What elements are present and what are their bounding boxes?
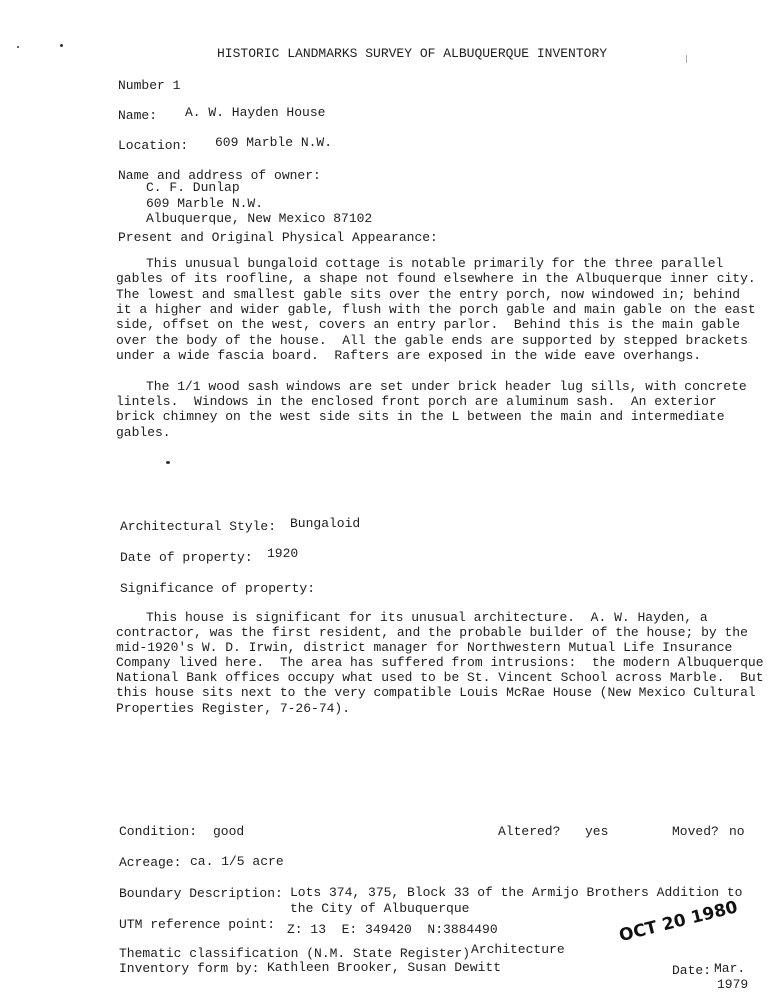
text-line: The 1/1 wood sash windows are set under brick header lug sills, with concrete: [146, 379, 747, 394]
speck: [686, 55, 687, 63]
text-line: This unusual bungaloid cottage is notable primarily for the three parallel: [146, 256, 724, 271]
speck: [166, 461, 170, 464]
form-date-month: Mar.: [714, 961, 746, 976]
text-line: This house is significant for its unusual architecture. A. W. Hayden, a: [146, 610, 708, 625]
owner-line: C. F. Dunlap: [146, 180, 240, 195]
text-line: this house sits next to the very compatible Louis McRae House (New Mexico Cultural: [116, 685, 756, 700]
condition-value: good: [213, 824, 245, 839]
text-line: mid-1920's W. D. Irwin, district manager for Northwestern Mutual Life Insurance: [116, 640, 733, 655]
text-line: Company lived here. The area has suffered from intrusions: the modern Albuquerque: [116, 655, 764, 670]
speck: [60, 44, 63, 47]
owner-line: 609 Marble N.W.: [146, 196, 264, 211]
boundary-label: Boundary Description:: [119, 886, 283, 901]
received-date-stamp: [615, 896, 740, 947]
text-line: brick chimney on the west side sits in the L between the main and intermediate: [116, 409, 725, 424]
form-date-year: 1979: [717, 977, 749, 992]
speck: [17, 46, 19, 48]
acreage-label: Acreage:: [119, 855, 182, 870]
name-label: Name:: [118, 108, 158, 123]
form-date-label: Date:: [672, 963, 712, 978]
owner-line: Albuquerque, New Mexico 87102: [146, 211, 373, 226]
owner-label: Name and address of owner:: [118, 168, 321, 183]
inventory-label: Inventory form by:: [119, 961, 260, 976]
significance-label: Significance of property:: [120, 581, 316, 596]
date-value: 1920: [267, 546, 299, 561]
text-line: lintels. Windows in the enclosed front porch are aluminum sash. An exterior: [116, 394, 717, 409]
text-line: Properties Register, 7-26-74).: [116, 701, 351, 716]
utm-value: Z: 13 E: 349420 N:3884490: [287, 922, 498, 937]
altered-label: Altered?: [498, 824, 561, 839]
text-line: gables of its roofline, a shape not found elsewhere in the Albuquerque inner city.: [116, 271, 756, 286]
boundary-line: the City of Albuquerque: [290, 901, 470, 916]
acreage-value: ca. 1/5 acre: [190, 854, 284, 869]
location-label: Location:: [118, 138, 189, 153]
text-line: contractor, was the first resident, and the probable builder of the house; by the: [116, 625, 748, 640]
text-line: gables.: [116, 425, 171, 440]
stamp-text: OCT 20 1980: [617, 897, 740, 947]
text-line: under a wide fascia board. Rafters are exposed in the wide eave overhangs.: [116, 348, 702, 363]
text-line: over the body of the house. All the gable ends are supported by stepped brackets: [116, 333, 748, 348]
style-label: Architectural Style:: [120, 519, 277, 534]
text-line: The lowest and smallest gable sits over the entry porch, now windowed in; behind: [116, 287, 741, 302]
thematic-value: Architecture: [471, 942, 565, 957]
text-line: side, offset on the west, covers an entry parlor. Behind this is the main gable: [116, 317, 741, 332]
style-value: Bungaloid: [290, 516, 361, 531]
altered-value: yes: [585, 824, 609, 839]
boundary-line: Lots 374, 375, Block 33 of the Armijo Brothers Addition to: [290, 885, 743, 900]
document-title: HISTORIC LANDMARKS SURVEY OF ALBUQUERQUE INVENTORY: [217, 46, 608, 61]
name-value: A. W. Hayden House: [185, 105, 326, 120]
location-value: 609 Marble N.W.: [215, 135, 333, 150]
thematic-label: Thematic classification (N.M. State Register): [119, 946, 471, 961]
text-line: it a higher and wider gable, flush with the porch gable and main gable on the east: [116, 302, 756, 317]
moved-label: Moved?: [672, 824, 719, 839]
condition-label: Condition:: [119, 824, 198, 839]
record-number: Number 1: [118, 78, 181, 93]
text-line: National Bank offices occupy what used to be St. Vincent School across Marble. But: [116, 670, 764, 685]
moved-value: no: [729, 824, 745, 839]
appearance-label: Present and Original Physical Appearance:: [118, 230, 438, 245]
utm-label: UTM reference point:: [119, 917, 276, 932]
inventory-value: Kathleen Brooker, Susan Dewitt: [267, 960, 502, 975]
date-label: Date of property:: [120, 550, 253, 565]
